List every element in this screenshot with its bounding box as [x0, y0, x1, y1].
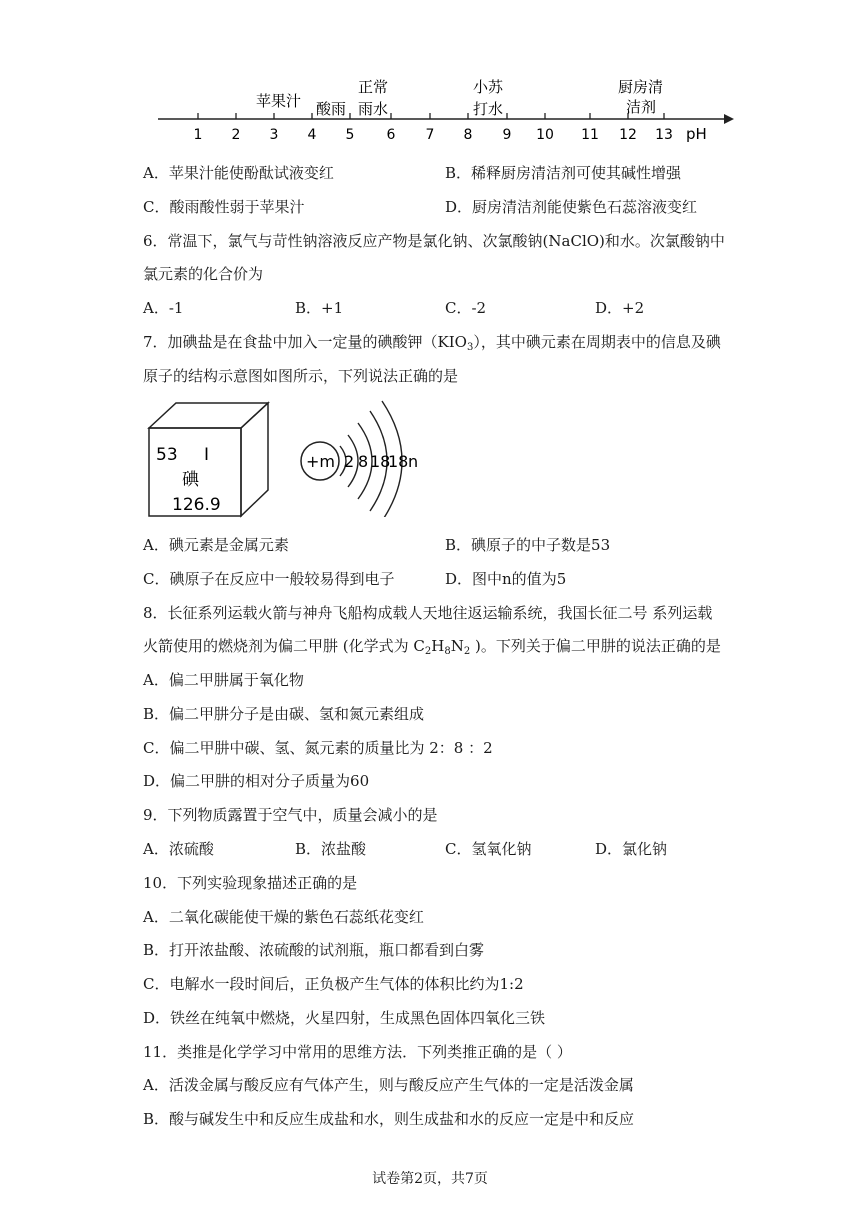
shell-electrons-5: n [408, 452, 419, 471]
q7-stem-line1 [143, 332, 721, 352]
ph-tick-label-1: 1 [193, 127, 203, 143]
q8-stem-line1: 8．长征系列运载火箭与神舟飞船构成载人天地往返运输系统，我国长征二号 系列运载 [143, 604, 713, 622]
shell-electrons-3: 18 [370, 452, 391, 471]
tile-top-face [149, 403, 268, 428]
q8-stem-text-a: 火箭使用的燃烧剂为偏二甲肼 (化学式为 C [143, 637, 425, 655]
q7-option-d[interactable]: D．图中n的值为5 [445, 570, 567, 588]
ph-label-normal-rain-line1: 正常 [358, 78, 389, 96]
q8-formula-h: H [431, 637, 445, 655]
q9-option-c[interactable]: C．氢氧化钠 [445, 840, 532, 858]
q6-stem-line1: 6．常温下，氯气与苛性钠溶液反应产物是氯化钠、次氯酸钠(NaClO)和水。次氯酸钠中 [143, 232, 725, 250]
page-footer: 试卷第2页，共7页 [372, 1171, 488, 1187]
q7-stem-line2: 原子的结构示意图如图所示，下列说法正确的是 [143, 367, 459, 385]
ph-tick-label-2: 2 [231, 127, 241, 143]
ph-label-kitchen-cleaner-line1: 厨房清 [618, 78, 664, 96]
q6-option-d[interactable]: D．+2 [595, 299, 645, 317]
q10-stem: 10．下列实验现象描述正确的是 [143, 874, 358, 892]
q8-stem-text-d: )。下列关于偏二甲肼的说法正确的是 [470, 637, 721, 655]
element-symbol: I [204, 445, 210, 465]
q8-formula-sub-c: 2 [424, 646, 432, 657]
q8-formula-n: N [450, 637, 464, 655]
q7-option-c[interactable]: C．碘原子在反应中一般较易得到电子 [143, 570, 395, 588]
q11-stem: 11．类推是化学学习中常用的思维方法．下列类推正确的是（ ） [143, 1043, 572, 1061]
ph-tick-label-9: 9 [502, 127, 512, 143]
ph-tick-label-4: 4 [307, 127, 317, 143]
q9-option-b[interactable]: B．浓盐酸 [295, 840, 367, 858]
ph-tick-label-5: 5 [345, 127, 355, 143]
ph-label-baking-soda-line1: 小苏 [473, 78, 504, 96]
q8-option-a[interactable]: A．偏二甲肼属于氧化物 [143, 671, 304, 689]
q10-option-a[interactable]: A．二氧化碳能使干燥的紫色石蕊纸花变红 [143, 908, 424, 926]
ph-label-apple-juice: 苹果汁 [256, 92, 302, 110]
ph-tick-label-6: 6 [386, 127, 396, 143]
ph-label-normal-rain-line2: 雨水 [358, 100, 389, 118]
q9-stem: 9．下列物质露置于空气中，质量会减小的是 [143, 806, 438, 824]
ph-tick-label-7: 7 [425, 127, 435, 143]
ph-tick-label-12: 12 [619, 127, 637, 143]
ph-scale-figure [0, 0, 860, 150]
q5-option-a[interactable]: A．苹果汁能使酚酞试液变红 [143, 164, 334, 182]
element-atomic-mass: 126.9 [172, 495, 221, 515]
element-atomic-number: 53 [156, 445, 178, 465]
q7-option-b[interactable]: B．碘原子的中子数是53 [445, 536, 611, 554]
q8-formula-sub-h: 8 [444, 646, 451, 657]
ph-label-kitchen-cleaner-line2: 洁剂 [626, 98, 657, 116]
ph-tick-label-13: 13 [655, 127, 673, 143]
q11-option-b[interactable]: B．酸与碱发生中和反应生成盐和水，则生成盐和水的反应一定是中和反应 [143, 1110, 635, 1128]
element-name: 碘 [182, 470, 199, 490]
q7-stem-text-a: 7．加碘盐是在食盐中加入一定量的碘酸钾（KIO [143, 333, 467, 351]
iodine-element-tile [146, 400, 286, 525]
q6-option-c[interactable]: C．-2 [445, 299, 487, 317]
q9-option-a[interactable]: A．浓硫酸 [143, 840, 214, 858]
q8-stem-line2 [143, 636, 721, 656]
ph-tick-label-8: 8 [463, 127, 473, 143]
atom-nucleus-charge: +m [306, 452, 335, 471]
ph-tick-label-11: 11 [581, 127, 599, 143]
q11-option-a[interactable]: A．活泼金属与酸反应有气体产生，则与酸反应产生气体的一定是活泼金属 [143, 1076, 634, 1094]
ph-label-baking-soda-line2: 打水 [473, 100, 504, 118]
ph-tick-label-3: 3 [269, 127, 279, 143]
q10-option-c[interactable]: C．电解水一段时间后，正负极产生气体的体积比约为1:2 [143, 975, 524, 993]
q7-stem-text-b: ），其中碘元素在周期表中的信息及碘 [473, 333, 721, 351]
shell-electrons-2: 8 [358, 452, 369, 471]
q10-option-b[interactable]: B．打开浓盐酸、浓硫酸的试剂瓶，瓶口都看到白雾 [143, 941, 485, 959]
q10-option-d[interactable]: D．铁丝在纯氧中燃烧，火星四射，生成黑色固体四氧化三铁 [143, 1009, 546, 1027]
q7-stem-sub: 3 [466, 342, 474, 353]
q5-option-b[interactable]: B．稀释厨房清洁剂可使其碱性增强 [445, 164, 682, 182]
q5-option-c[interactable]: C．酸雨酸性弱于苹果汁 [143, 198, 305, 216]
q8-option-c[interactable]: C．偏二甲肼中碳、氢、氮元素的质量比为 2：8 ：2 [143, 739, 493, 757]
q7-option-a[interactable]: A．碘元素是金属元素 [143, 536, 289, 554]
shell-electrons-1: 2 [344, 452, 355, 471]
q8-option-d[interactable]: D．偏二甲肼的相对分子质量为60 [143, 772, 370, 790]
ph-unit-label: pH [686, 125, 707, 143]
q6-stem-line2: 氯元素的化合价为 [143, 265, 264, 283]
ph-label-acid-rain: 酸雨 [316, 100, 347, 118]
tile-side-face [241, 403, 268, 516]
q6-option-b[interactable]: B．+1 [295, 299, 344, 317]
q9-option-d[interactable]: D．氯化钠 [595, 840, 668, 858]
q8-formula-sub-n: 2 [463, 646, 471, 657]
q5-option-d[interactable]: D．厨房清洁剂能使紫色石蕊溶液变红 [445, 198, 698, 216]
q8-option-b[interactable]: B．偏二甲肼分子是由碳、氢和氮元素组成 [143, 705, 425, 723]
q6-option-a[interactable]: A．-1 [143, 299, 184, 317]
ph-tick-label-10: 10 [536, 127, 554, 143]
shell-electrons-4: 18 [388, 452, 409, 471]
iodine-atom-structure [296, 397, 436, 517]
ph-axis-arrow [724, 114, 734, 124]
